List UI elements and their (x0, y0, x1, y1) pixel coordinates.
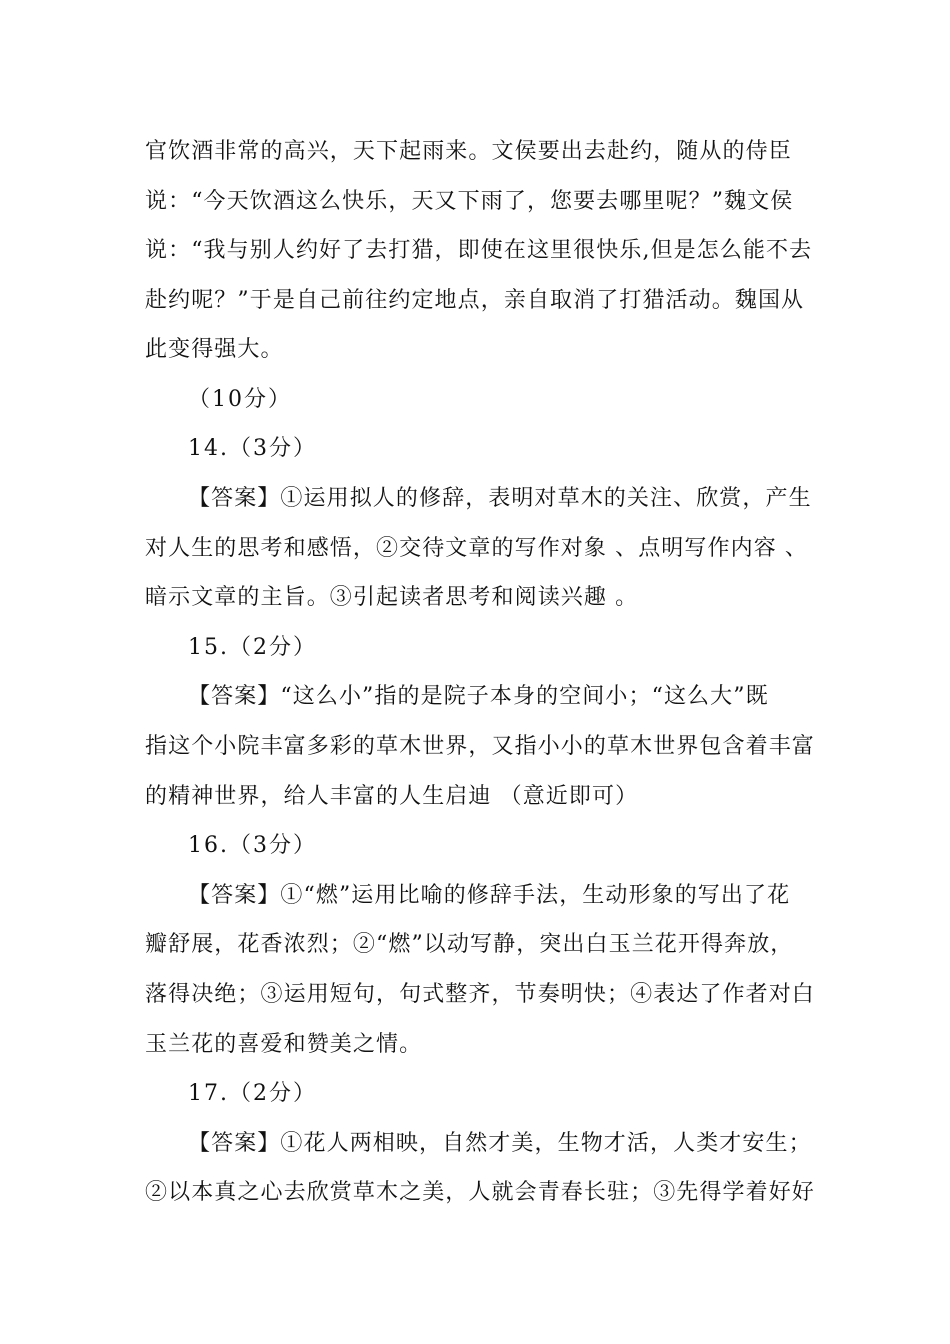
answer-15-line: 【答案】“这么小”指的是院子本身的空间小；“这么大”既 (188, 684, 769, 709)
text-line: 落得决绝；③运用短句，句式整齐，节奏明快；④表达了作者对白 (145, 982, 815, 1007)
text-line: 暗示文章的主旨。③引起读者思考和阅读兴趣 。 (145, 585, 639, 610)
text-line: 说：“我与别人约好了去打猎，即使在这里很快乐,但是怎么能不去 (145, 238, 813, 263)
text-line: 的精神世界，给人丰富的人生启迪 （意近即可） (145, 784, 639, 809)
answer-16-line: 【答案】①“燃”运用比喻的修辞手法，生动形象的写出了花 (188, 883, 791, 908)
text-line: 玉兰花的喜爱和赞美之情。 (145, 1032, 423, 1057)
answer-17-line: 【答案】①花人两相映，自然才美，生物才活，人类才安生； (188, 1131, 812, 1156)
text-line: 对人生的思考和感悟，②交待文章的写作对象 、点明写作内容 、 (145, 536, 808, 561)
text-line: 此变得强大。 (145, 337, 284, 362)
text-line: 说：“今天饮酒这么快乐，天又下雨了，您要去哪里呢？”魏文侯 (145, 189, 794, 214)
question-number-16: 16.（3分） (188, 833, 317, 858)
text-line: 赴约呢？”于是自己前往约定地点，亲自取消了打猎活动。魏国从 (145, 288, 805, 313)
text-line: 瓣舒展，花香浓烈；②“燃”以动写静，突出白玉兰花开得奔放， (145, 932, 794, 957)
answer-14-line: 【答案】①运用拟人的修辞，表明对草木的关注、欣赏，产生 (188, 486, 812, 511)
question-number-15: 15.（2分） (188, 635, 317, 660)
text-line: ②以本真之心去欣赏草木之美，人就会青春长驻；③先得学着好好 (145, 1180, 815, 1205)
text-line: 指这个小院丰富多彩的草木世界，又指小小的草木世界包含着丰富 (145, 734, 815, 759)
text-line: 官饮酒非常的高兴，天下起雨来。文侯要出去赴约，随从的侍臣 (145, 139, 792, 164)
question-number-17: 17.（2分） (188, 1081, 317, 1106)
score-note: （10分） (188, 387, 292, 412)
question-number-14: 14.（3分） (188, 436, 317, 461)
